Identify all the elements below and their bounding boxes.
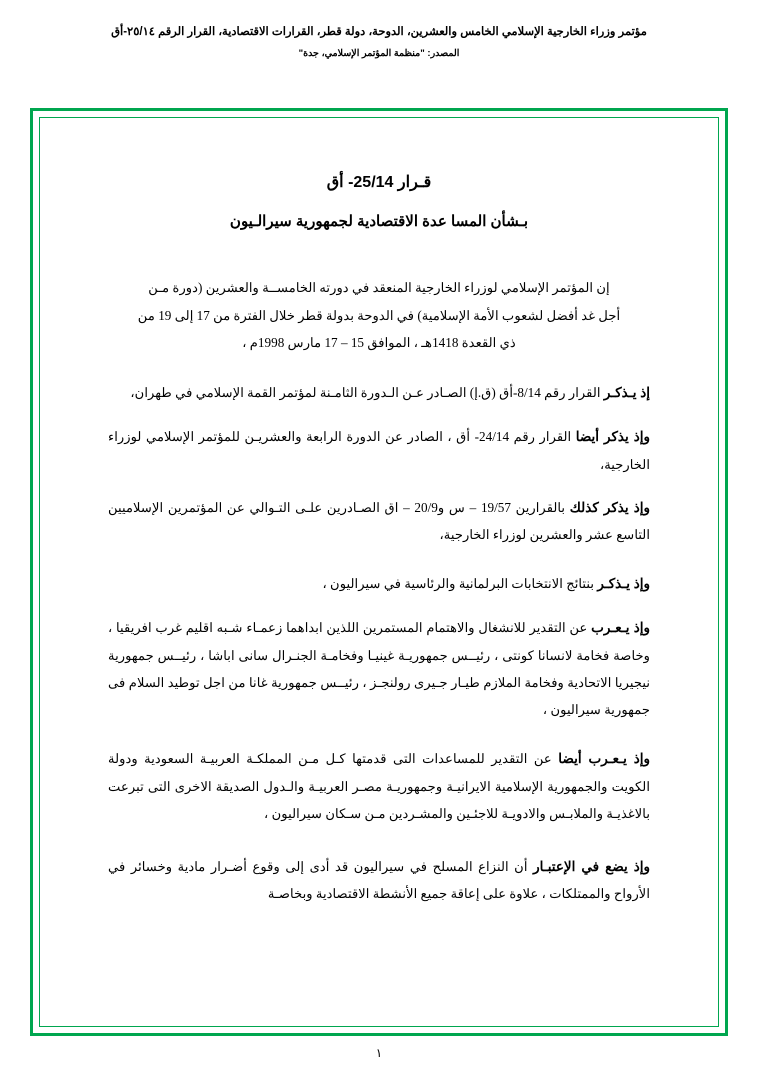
clause-text: القرار رقم 8/14-أق (ق.إ) الصـادر عـن الـدورة الثامـنة لمؤتمر القمة الإسلامي في طهران، [130,385,601,401]
clause-text: أن النزاع المسلح في سيراليون قد أدى إلى وقوع أضـرار مادية وخسائر في الأرواح والممتلكات ، علاوة على إعاقة جميع الأنشطة الاقتصادية وبخاصـة [108,858,650,902]
clause-paragraph [108,614,650,723]
clause-lead: وإذ يذكر أيضا [575,428,651,444]
clause-text: بالقرارين 19/57 – س و20/9 – اق الصـادرين علـى التـوالي عن المؤتمرين الإسلاميين التاسع عشر والعشرين لوزراء الخارجية، [108,499,650,543]
clause-paragraph [108,853,650,908]
clause-text: القرار رقم 24/14- أق ، الصادر عن الدورة الرابعة والعشريـن للمؤتمر الإسلامي لوزراء الخارجية، [108,428,650,472]
clause-lead: وإذ يـذكـر [597,576,650,592]
preamble-paragraph [108,274,650,357]
clause-lead: وإذ يـعـرب [591,619,651,635]
resolution-number: قـرار 25/14- أق [326,174,432,191]
preamble-line-3: ذي القعدة 1418هـ ، الموافق 15 – 17 مارس 1998م ، [242,335,516,351]
clause-paragraph [108,423,650,478]
header-source-line: المصدر: "منظمة المؤتمر الإسلامي، جدة" [298,48,460,60]
clause-text: عن التقدير للمساعدات التى قدمتها كـل مـن المملكـة العربيـة السعودية ودولة الكويت والجمهورية الإسلامية الايرانيـة وجمهوريـة مصـر العربيـة والـدول الصديقة الاخرى التى تبرعت بالاغذيـة والملابـس والادويـة للاجئـين والمشـردين مـن سـكان سيراليون ، [108,750,650,821]
page-border-inner [39,117,719,1027]
header-conference-line: مؤتمر وزراء الخارجية الإسلامي الخامس والعشرين، الدوحة، دولة قطر، القرارات الاقتصادية، القرار الرقم ٢٥/١٤-أق [111,26,647,38]
clause-paragraph [108,494,650,549]
clause-paragraph [108,379,650,407]
resolution-title: بـشأن المسا عدة الاقتصادية لجمهورية سيرالـيون [229,213,529,230]
clause-paragraph [108,745,650,827]
document-header [0,0,758,59]
clause-text: بنتائج الانتخابات البرلمانية والرئاسية في سيراليون ، [322,576,595,592]
footer-page-number: ١ [375,1046,383,1060]
preamble-line-1: إن المؤتمر الإسلامي لوزراء الخارجية المنعقد في دورته الخامســة والعشرين (دورة مـن [148,280,610,295]
clause-lead: وإذ يـعـرب أيضا [558,750,651,766]
clause-lead: وإذ يذكر كذلك [569,499,651,515]
clause-lead: وإذ يضع في الإعتبـار [533,858,651,874]
clause-lead: إذ يـذكـر [603,385,650,401]
page-border-frame [30,108,728,1036]
document-body [40,118,718,907]
preamble-line-2: أجل غد أفضل لشعوب الأمة الإسلامية) في الدوحة بدولة قطر خلال الفترة من 17 إلى 19 من [137,307,621,323]
clause-text: عن التقدير للانشغال والاهتمام المستمرين اللذين ابداهما زعمـاء شـبه اقليم غرب افريقيا ، وخاصة فخامة لانسانا كونتى ، رئيــس جمهوريـة غينيـا وفخامـة الجنـرال سانى اباشا ، رئيــس جمهورية نيجيريا الاتحادية وفخامة الملازم طيـار جـيرى رولنجـز ، رئيــس جمهورية غانا من اجل توطيد السلام فى جمهورية سيراليون ، [108,619,650,717]
clause-paragraph [108,570,650,598]
